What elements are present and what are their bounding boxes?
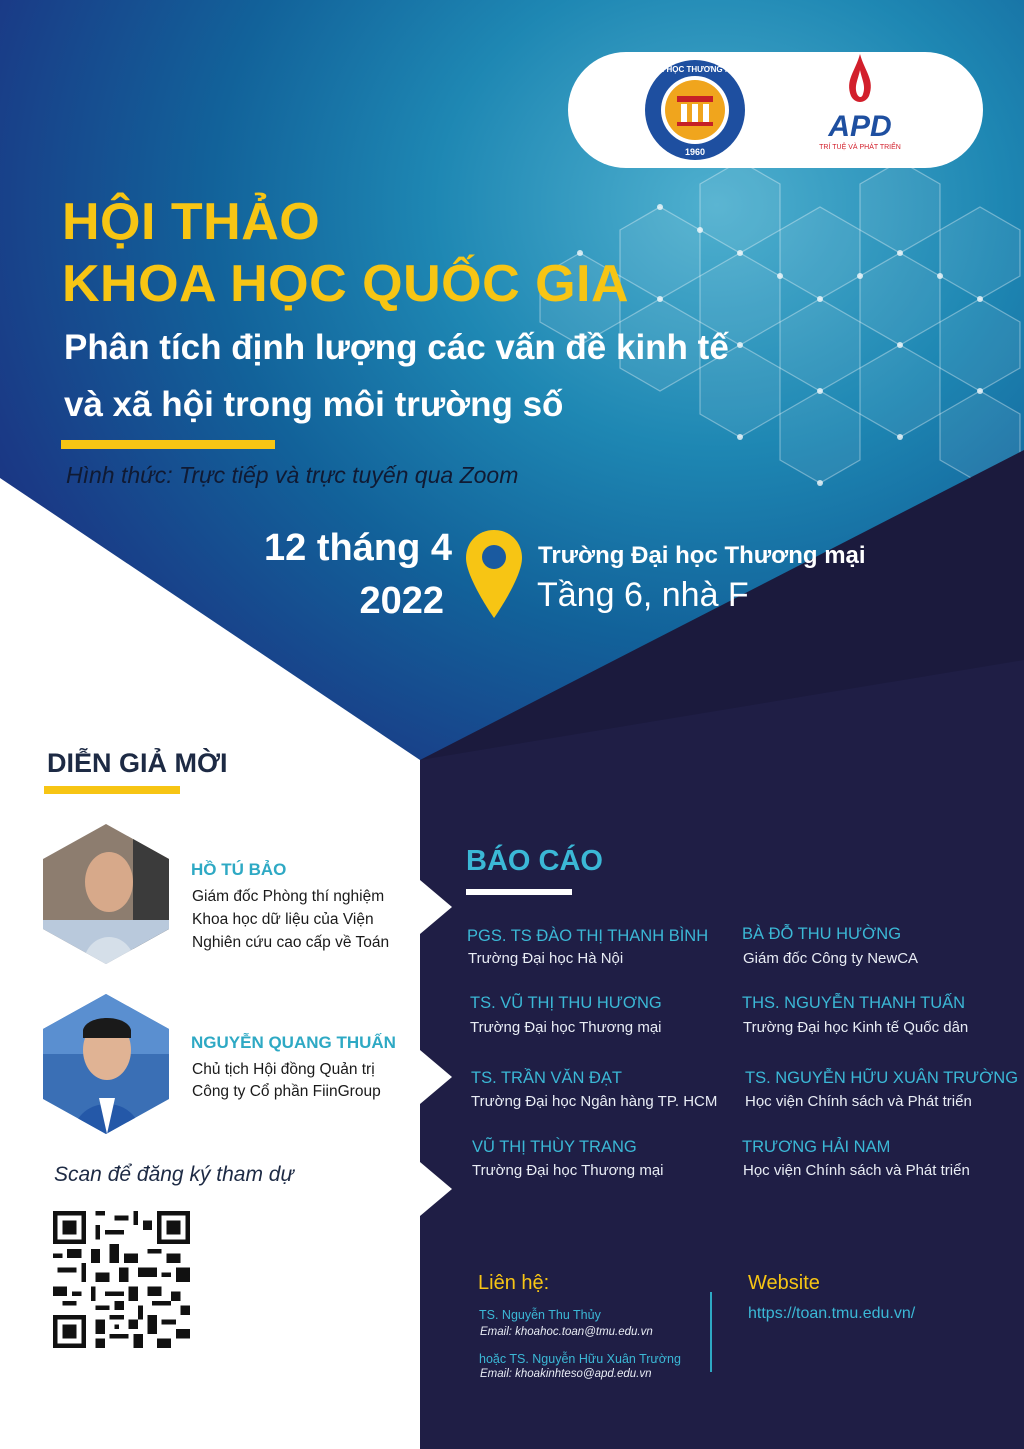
contact-person-1: TS. Nguyễn Thu Thủy	[479, 1308, 601, 1322]
report-3-name: TS. VŨ THỊ THU HƯƠNG	[470, 994, 662, 1012]
tmu-logo-year: 1960	[684, 147, 706, 157]
contact-person-2: hoặc TS. Nguyễn Hữu Xuân Trường	[479, 1352, 681, 1366]
reports-heading-underline	[466, 889, 572, 895]
speaker-2-name: NGUYỄN QUANG THUẤN	[191, 1033, 396, 1052]
speaker-photo-2	[43, 994, 169, 1134]
speakers-heading-underline	[44, 786, 180, 794]
apd-tagline: TRÍ TUỆ VÀ PHÁT TRIỂN	[819, 144, 901, 151]
website-heading: Website	[748, 1272, 820, 1294]
report-7-name: VŨ THỊ THÙY TRANG	[472, 1138, 637, 1156]
reports-heading: BÁO CÁO	[466, 845, 603, 877]
tmu-logo-icon	[643, 58, 747, 162]
speaker-1-name: HỒ TÚ BẢO	[191, 860, 287, 879]
speaker-photo-1	[43, 824, 169, 964]
report-6-name: TS. NGUYỄN HỮU XUÂN TRƯỜNG	[745, 1069, 1019, 1087]
scan-to-register-text: Scan để đăng ký tham dự	[54, 1163, 294, 1186]
title-line-1: HỘI THẢO	[62, 193, 321, 251]
report-4-org: Trường Đại học Kinh tế Quốc dân	[743, 1019, 969, 1036]
event-date-day-month: 12 tháng 4	[264, 527, 452, 569]
speaker-1-role-line-1: Giám đốc Phòng thí nghiệm	[192, 888, 385, 905]
report-8-org: Học viện Chính sách và Phát triển	[743, 1162, 970, 1179]
report-2-org: Giám đốc Công ty NewCA	[743, 950, 919, 967]
report-5-name: TS. TRẦN VĂN ĐẠT	[471, 1069, 622, 1087]
report-6-org: Học viện Chính sách và Phát triển	[745, 1093, 972, 1110]
event-date-year: 2022	[359, 580, 444, 622]
speaker-1-role-line-3: Nghiên cứu cao cấp về Toán	[192, 934, 390, 951]
speakers-heading: DIỄN GIẢ MỜI	[47, 748, 228, 778]
speaker-2-role-line-2: Công ty Cổ phần FiinGroup	[192, 1083, 381, 1100]
tmu-logo-top-text: ĐẠI HỌC THƯƠNG MẠI	[650, 65, 740, 74]
report-7-org: Trường Đại học Thương mại	[472, 1162, 664, 1179]
logo-banner	[568, 52, 983, 168]
venue-room: Tầng 6, nhà F	[537, 576, 749, 614]
report-1-name: PGS. TS ĐÀO THỊ THANH BÌNH	[467, 927, 709, 945]
subtitle-line-1: Phân tích định lượng các vấn đề kinh tế	[64, 328, 729, 367]
report-1-org: Trường Đại học Hà Nội	[468, 950, 624, 967]
subtitle-line-2: và xã hội trong môi trường số	[64, 385, 564, 424]
report-2-name: BÀ ĐỖ THU HƯỜNG	[742, 925, 902, 943]
website-link[interactable]: https://toan.tmu.edu.vn/	[748, 1305, 916, 1322]
venue-name: Trường Đại học Thương mại	[538, 542, 866, 569]
contact-heading: Liên hệ:	[478, 1272, 550, 1294]
contact-email-2[interactable]: Email: khoakinhteso@apd.edu.vn	[480, 1368, 652, 1380]
report-5-org: Trường Đại học Ngân hàng TP. HCM	[471, 1093, 718, 1110]
report-4-name: THS. NGUYỄN THANH TUẤN	[742, 994, 966, 1012]
location-pin-icon	[464, 528, 524, 620]
speaker-2-role-line-1: Chủ tịch Hội đồng Quản trị	[192, 1061, 375, 1078]
speaker-1-role-line-2: Khoa học dữ liệu của Viện	[192, 911, 374, 928]
contact-divider	[710, 1292, 712, 1372]
registration-qr-code-icon[interactable]	[53, 1211, 190, 1348]
report-3-org: Trường Đại học Thương mại	[470, 1019, 662, 1036]
title-line-2: KHOA HỌC QUỐC GIA	[62, 255, 630, 313]
apd-logo-text: APD	[828, 110, 892, 143]
contact-email-1[interactable]: Email: khoahoc.toan@tmu.edu.vn	[480, 1326, 653, 1338]
title-underline	[61, 440, 275, 449]
event-format: Hình thức: Trực tiếp và trực tuyến qua Zoom	[66, 462, 519, 488]
report-8-name: TRƯƠNG HẢI NAM	[742, 1138, 891, 1156]
